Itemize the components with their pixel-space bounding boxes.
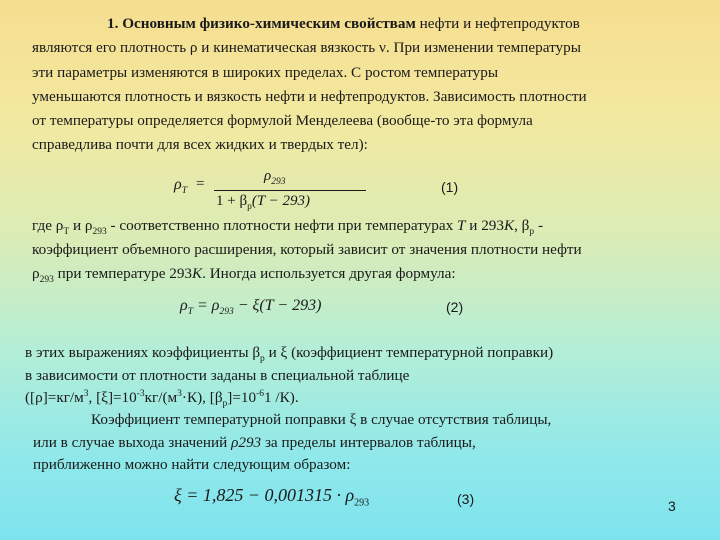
eq1-fraction-bar xyxy=(214,190,366,191)
eq1-equals: = xyxy=(196,176,205,192)
eq2-lhs: $\rho_T$ xyxy=(180,297,193,318)
p1-line4: уменьшаются плотность и вязкость нефти и нефтепродуктов. Зависимость плотности xyxy=(32,88,587,105)
equation-1 xyxy=(174,168,364,216)
p3-line1: в этих выражениях коэффициенты $\beta_р$ и ξ (коэффициент температурной поправки) xyxy=(25,344,554,365)
p2-line2: коэффициент объемного расширения, который зависит от значения плотности нефти xyxy=(32,241,582,258)
p1-line1 xyxy=(107,14,580,35)
p3-line6: приближенно можно найти следующим образом: xyxy=(33,456,351,473)
p2-line3: $\rho_{293}$ при температуре 293К. Иногда используется другая формула: xyxy=(32,265,456,286)
equation-2-number: (2) xyxy=(446,299,464,315)
page-number: 3 xyxy=(668,498,676,514)
p3-line2: в зависимости от плотности заданы в специальной таблице xyxy=(25,367,410,384)
p1-line3: эти параметры изменяются в широких пределах. С ростом температуры xyxy=(32,64,499,81)
p2-line1: где $\rho_T$ и $\rho_{293}$ - соответственно плотности нефти при температурах T и 293К, $\beta_р$ - xyxy=(32,217,544,238)
equation-3: $\xi = 1,825 - 0,001315 \cdot \rho_{293}$ xyxy=(174,485,370,509)
p3-line3: ($[\rho]=кг/м^3$, $[\xi]=10^{-3}кг/(м^3\cdot К)$, $[\beta_р]=10^{-6}1$ /К). xyxy=(25,388,299,410)
p1-line2: являются его плотность ρ и кинематическая вязкость ν. При изменении температуры xyxy=(32,39,581,56)
p1-line1-bold: 1. Основным физико-химическим свойствам xyxy=(107,15,416,32)
eq1-denominator: $1 + \beta_p(T - 293)$ xyxy=(216,193,311,212)
equation-1-number: (1) xyxy=(441,179,459,195)
eq1-numerator: $\rho_{293}$ xyxy=(264,168,286,187)
p1-line5: от температуры определяется формулой Менделеева (вообще-то эта формула xyxy=(32,112,533,129)
p1-line1-rest: нефти и нефтепродуктов xyxy=(415,15,580,32)
equation-2: $\rho_T = \rho_{293} - \xi(T - 293)$ xyxy=(180,297,322,318)
p1-line6: справедлива почти для всех жидких и твердых тел): xyxy=(32,136,368,153)
equation-3-number: (3) xyxy=(457,491,475,507)
p3-line4: Коэффициент температурной поправки ξ в случае отсутствия таблицы, xyxy=(91,411,552,428)
p3-line5: или в случае выхода значений ρ293 за пределы интервалов таблицы, xyxy=(33,434,476,451)
eq1-lhs: $\rho_T$ xyxy=(174,176,187,197)
